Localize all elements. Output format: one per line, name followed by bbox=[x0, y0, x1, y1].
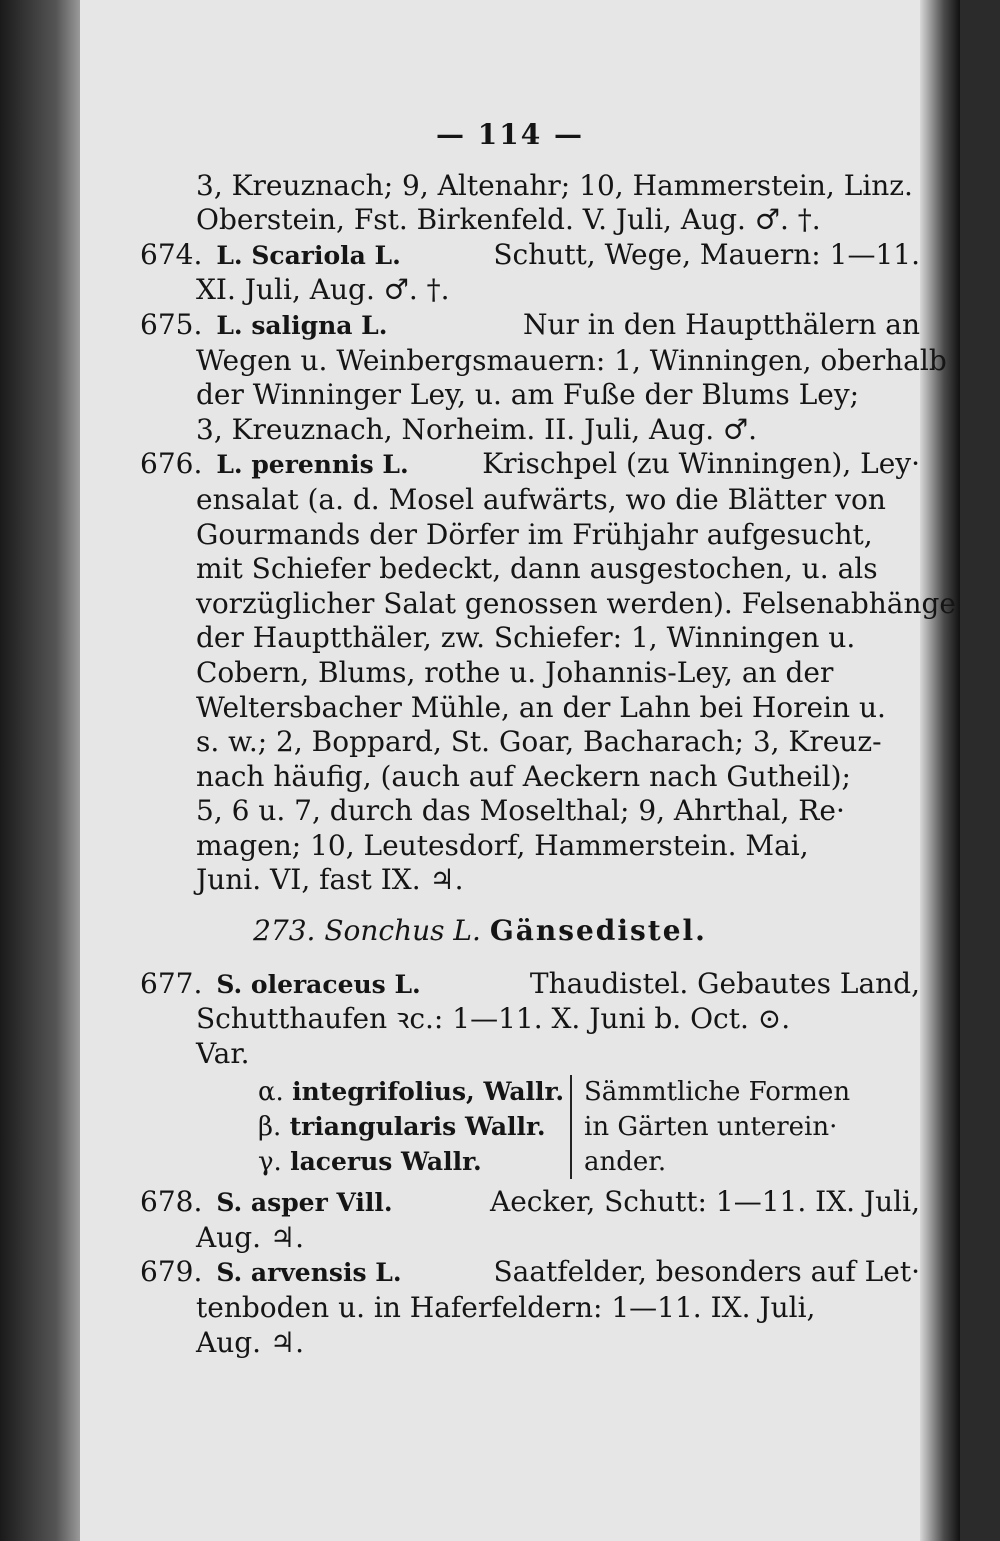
entry-675-line bbox=[140, 308, 920, 344]
text-line bbox=[140, 829, 920, 864]
text-line bbox=[140, 760, 920, 795]
entry-text: Nur in den Hauptthälern an bbox=[522, 307, 920, 341]
entry-text: der Winninger Ley, u. am Fuße der Blums Ley; bbox=[196, 378, 860, 412]
entry-number: 676. bbox=[140, 447, 203, 481]
entry-text: Schutt, Wege, Mauern: 1—11. bbox=[493, 237, 920, 271]
variety-name: triangularis Wallr. bbox=[289, 1112, 546, 1142]
latin-name: S. oleraceus L. bbox=[216, 969, 421, 999]
text-line bbox=[140, 169, 920, 204]
varieties-list bbox=[258, 1075, 572, 1179]
entry-text: Cobern, Blums, rothe u. Johannis-Ley, an der bbox=[196, 655, 834, 689]
variety-name: integrifolius, Wallr. bbox=[292, 1077, 565, 1107]
text-line bbox=[140, 273, 920, 308]
latin-name: S. arvensis L. bbox=[216, 1258, 402, 1288]
text-line bbox=[140, 1291, 920, 1326]
entry-text: nach häufig, (auch auf Aeckern nach Gutheil); bbox=[196, 759, 851, 793]
text-line bbox=[140, 203, 920, 238]
variety-item bbox=[258, 1110, 558, 1145]
entry-text: magen; 10, Leutesdorf, Hammerstein. Mai, bbox=[196, 828, 809, 862]
genus-heading bbox=[140, 914, 920, 949]
entry-674-line bbox=[140, 238, 920, 274]
text-line bbox=[140, 1037, 920, 1072]
entry-text: tenboden u. in Haferfeldern: 1—11. IX. Juli, bbox=[196, 1291, 816, 1324]
entry-text: Weltersbacher Mühle, an der Lahn bei Horein u. bbox=[196, 690, 886, 724]
entry-text: Schutthaufen ꝛc.: 1—11. X. Juni b. Oct. ⊙. bbox=[196, 1002, 791, 1036]
text-line bbox=[140, 691, 920, 726]
text-line bbox=[140, 343, 947, 379]
entry-679-line bbox=[140, 1255, 920, 1291]
text-line bbox=[140, 518, 920, 553]
note-line: in Gärten unterein· bbox=[584, 1112, 838, 1143]
entry-text: s. w.; 2, Boppard, St. Goar, Bacharach; 3, Kreuz- bbox=[196, 725, 882, 759]
note-line: Sämmtliche Formen bbox=[584, 1077, 851, 1108]
entry-number: 675. bbox=[140, 307, 203, 341]
latin-name: L. perennis L. bbox=[216, 450, 409, 480]
entry-head bbox=[140, 967, 421, 1003]
page-number: — 114 — bbox=[436, 118, 584, 151]
entry-678-line bbox=[140, 1185, 920, 1221]
entry-text: 3, Kreuznach, Norheim. II. Juli, Aug. ♂. bbox=[196, 412, 758, 446]
entry-head bbox=[140, 1255, 402, 1291]
text-line bbox=[140, 413, 920, 448]
entry-text: vorzüglicher Salat genossen werden). Felsenabhänge bbox=[196, 586, 956, 620]
entry-text: Var. bbox=[196, 1036, 250, 1070]
text-line bbox=[140, 656, 920, 691]
page-text bbox=[140, 118, 956, 1360]
entry-head bbox=[140, 238, 401, 274]
entry-number: 674. bbox=[140, 237, 203, 271]
entry-676-line bbox=[140, 447, 920, 483]
genus-german: Gänsedistel. bbox=[489, 914, 707, 948]
variety-letter: β. bbox=[258, 1112, 282, 1143]
entry-number: 677. bbox=[140, 966, 203, 1000]
genus-number: 273. bbox=[253, 914, 316, 948]
text-line bbox=[140, 586, 956, 622]
note-line: ander. bbox=[584, 1146, 667, 1177]
variety-letter: γ. bbox=[258, 1146, 282, 1177]
variety-name: lacerus Wallr. bbox=[290, 1146, 482, 1176]
varieties-note bbox=[572, 1075, 898, 1179]
text-line bbox=[140, 1221, 920, 1256]
book-gutter-shadow bbox=[0, 0, 80, 1541]
latin-name: L. Scariola L. bbox=[216, 240, 401, 270]
latin-name: L. saligna L. bbox=[216, 310, 388, 340]
variety-item bbox=[258, 1145, 558, 1180]
entry-text: mit Schiefer bedeckt, dann ausgestochen, u. als bbox=[196, 552, 878, 586]
page-edge-right bbox=[920, 0, 960, 1541]
entry-text: Aug. ♃. bbox=[196, 1325, 304, 1359]
varieties-table bbox=[258, 1075, 898, 1179]
entry-text: Aecker, Schutt: 1—11. IX. Juli, bbox=[490, 1185, 920, 1219]
entry-text: Gourmands der Dörfer im Frühjahr aufgesucht, bbox=[196, 517, 873, 551]
text-line bbox=[140, 483, 920, 518]
text-line bbox=[140, 863, 920, 898]
entry-text: ensalat (a. d. Mosel aufwärts, wo die Blätter von bbox=[196, 482, 886, 516]
entry-text: Thaudistel. Gebautes Land, bbox=[529, 966, 920, 1000]
entry-text: Wegen u. Weinbergsmauern: 1, Winningen, oberhalb bbox=[196, 343, 947, 377]
text-line bbox=[140, 621, 920, 656]
entry-head bbox=[140, 447, 409, 483]
entry-text: der Hauptthäler, zw. Schiefer: 1, Winningen u. bbox=[196, 621, 856, 655]
text-line-content: Oberstein, Fst. Birkenfeld. V. Juli, Aug. ♂. †. bbox=[196, 203, 821, 237]
text-line-content: 3, Kreuznach; 9, Altenahr; 10, Hammerstein, Linz. bbox=[196, 168, 913, 202]
variety-letter: α. bbox=[258, 1077, 284, 1108]
entry-text: Krischpel (zu Winningen), Ley· bbox=[482, 447, 920, 481]
text-line bbox=[140, 1326, 920, 1361]
text-line bbox=[140, 552, 920, 587]
genus-latin: Sonchus L. bbox=[324, 914, 481, 948]
text-line bbox=[140, 725, 920, 760]
entry-number: 678. bbox=[140, 1185, 203, 1219]
entry-text: Juni. VI, fast IX. ♃. bbox=[196, 863, 464, 897]
entry-text: XI. Juli, Aug. ♂. †. bbox=[196, 273, 450, 307]
entry-head bbox=[140, 308, 387, 344]
entry-677-line bbox=[140, 967, 920, 1003]
entry-text: 5, 6 u. 7, durch das Moselthal; 9, Ahrthal, Re· bbox=[196, 794, 845, 828]
entry-text: Aug. ♃. bbox=[196, 1220, 304, 1254]
text-line bbox=[140, 378, 920, 413]
entry-number: 679. bbox=[140, 1255, 203, 1289]
entry-text: Saatfelder, besonders auf Let· bbox=[493, 1255, 920, 1289]
entry-head bbox=[140, 1185, 393, 1221]
text-line bbox=[140, 1002, 920, 1037]
text-line bbox=[140, 794, 920, 829]
variety-item bbox=[258, 1075, 565, 1110]
latin-name: S. asper Vill. bbox=[216, 1188, 393, 1218]
